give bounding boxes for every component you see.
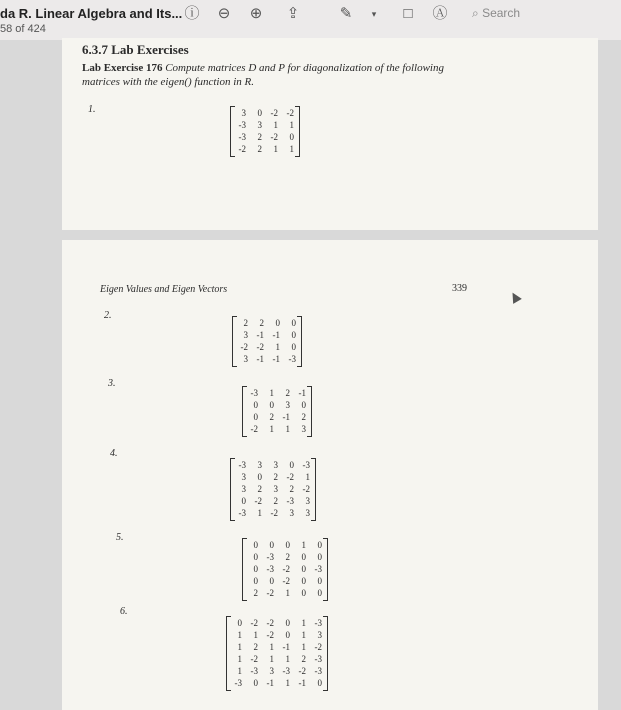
- matrix-cell: 0: [317, 678, 322, 688]
- matrix-cell: 1: [305, 472, 310, 482]
- matrix-cell: 3: [269, 666, 274, 676]
- matrix-cell: -1: [272, 354, 280, 364]
- item-number: 1.: [88, 104, 96, 115]
- matrix-cell: 0: [317, 576, 322, 586]
- matrix-cell: 1: [273, 144, 278, 154]
- matrix-cell: 3: [305, 508, 310, 518]
- matrix-cell: 1: [301, 630, 306, 640]
- matrix-cell: -1: [272, 330, 280, 340]
- matrix-cell: 1: [289, 144, 294, 154]
- matrix-cell: 0: [269, 576, 274, 586]
- section-title: 6.3.7 Lab Exercises: [82, 42, 189, 57]
- matrix-cell: -2: [282, 564, 290, 574]
- matrix-cell: 3: [241, 108, 246, 118]
- running-header: Eigen Values and Eigen Vectors: [100, 284, 228, 295]
- matrix-cell: -3: [314, 654, 322, 664]
- toolbar: [0, 0, 621, 40]
- search-icon: ⌕: [472, 6, 479, 20]
- matrix-cell: -2: [266, 630, 274, 640]
- matrix-cell: 1: [285, 588, 290, 598]
- matrix-cell: 2: [253, 642, 258, 652]
- matrix-cell: 1: [253, 630, 258, 640]
- matrix-cell: 1: [275, 342, 280, 352]
- matrix-cell: 2: [285, 552, 290, 562]
- matrix-cell: 0: [301, 564, 306, 574]
- matrix-cell: 0: [253, 552, 258, 562]
- matrix-cell: 0: [257, 108, 262, 118]
- matrix-cell: -3: [266, 564, 274, 574]
- matrix-cell: 3: [317, 630, 322, 640]
- matrix-cell: 0: [301, 588, 306, 598]
- matrix-cell: 0: [253, 400, 258, 410]
- matrix-cell: -2: [254, 496, 262, 506]
- matrix-cell: -3: [250, 388, 258, 398]
- matrix-cell: 0: [285, 540, 290, 550]
- pdf-page: [62, 38, 598, 230]
- matrix-cell: 2: [257, 484, 262, 494]
- matrix-cell: 3: [243, 330, 248, 340]
- matrix-cell: -3: [238, 460, 246, 470]
- matrix-cell: 0: [253, 412, 258, 422]
- matrix-cell: 0: [237, 618, 242, 628]
- matrix-cell: 0: [241, 496, 246, 506]
- matrix-cell: 1: [285, 424, 290, 434]
- matrix-cell: 3: [241, 484, 246, 494]
- matrix-cell: -2: [250, 618, 258, 628]
- matrix-cell: 2: [301, 654, 306, 664]
- matrix-cell: -3: [314, 666, 322, 676]
- matrix-cell: -2: [250, 424, 258, 434]
- matrix-cell: -3: [238, 132, 246, 142]
- matrix-cell: 0: [275, 318, 280, 328]
- matrix-cell: 0: [301, 576, 306, 586]
- matrix-cell: 3: [241, 472, 246, 482]
- matrix-cell: -1: [266, 678, 274, 688]
- matrix-cell: 2: [269, 412, 274, 422]
- document-title: da R. Linear Algebra and Its...: [0, 6, 183, 21]
- matrix-cell: -2: [270, 508, 278, 518]
- matrix-cell: -3: [282, 666, 290, 676]
- matrix-cell: -2: [256, 342, 264, 352]
- annotate-icon[interactable]: Ⓐ: [432, 5, 448, 22]
- matrix-cell: -2: [266, 588, 274, 598]
- matrix-cell: 1: [257, 508, 262, 518]
- matrix: [230, 458, 316, 521]
- matrix-cell: 0: [257, 472, 262, 482]
- matrix-cell: 0: [285, 618, 290, 628]
- item-number: 5.: [116, 532, 124, 543]
- matrix-cell: 0: [301, 552, 306, 562]
- matrix-cell: 1: [237, 666, 242, 676]
- matrix-cell: 0: [291, 318, 296, 328]
- matrix-cell: 2: [285, 388, 290, 398]
- matrix-cell: 1: [269, 424, 274, 434]
- matrix-cell: 1: [285, 678, 290, 688]
- matrix-cell: -1: [282, 642, 290, 652]
- chevron-down-icon[interactable]: ▾: [371, 9, 377, 19]
- matrix-cell: 3: [289, 508, 294, 518]
- matrix-cell: -2: [302, 484, 310, 494]
- matrix-cell: 2: [253, 588, 258, 598]
- matrix-cell: 0: [291, 330, 296, 340]
- matrix-cell: -1: [256, 330, 264, 340]
- matrix-cell: 3: [273, 460, 278, 470]
- matrix-cell: 0: [317, 552, 322, 562]
- matrix-cell: 1: [273, 120, 278, 130]
- matrix-cell: 3: [257, 460, 262, 470]
- matrix: [242, 386, 312, 437]
- item-number: 3.: [108, 378, 116, 389]
- matrix-cell: -3: [302, 460, 310, 470]
- matrix-cell: 1: [269, 654, 274, 664]
- matrix-cell: -2: [238, 144, 246, 154]
- share-icon[interactable]: ⇪: [286, 5, 300, 22]
- matrix-cell: -3: [314, 618, 322, 628]
- matrix: [226, 616, 328, 691]
- matrix-cell: 1: [269, 642, 274, 652]
- matrix-cell: -3: [234, 678, 242, 688]
- matrix-cell: 2: [301, 412, 306, 422]
- matrix-cell: 1: [289, 120, 294, 130]
- matrix-cell: -2: [240, 342, 248, 352]
- search-field[interactable]: [472, 4, 562, 22]
- matrix-cell: -2: [270, 108, 278, 118]
- matrix-cell: -1: [298, 388, 306, 398]
- matrix-cell: 2: [273, 472, 278, 482]
- matrix-cell: 0: [301, 400, 306, 410]
- matrix-cell: -3: [250, 666, 258, 676]
- matrix-cell: 3: [285, 400, 290, 410]
- exercise-label: Lab Exercise 176: [82, 62, 163, 74]
- matrix-cell: 0: [253, 540, 258, 550]
- matrix-cell: 1: [237, 642, 242, 652]
- matrix-cell: 1: [269, 388, 274, 398]
- matrix: [230, 106, 300, 157]
- matrix-cell: 0: [253, 678, 258, 688]
- matrix-cell: -1: [298, 678, 306, 688]
- matrix-cell: 0: [285, 630, 290, 640]
- zoom-out-icon[interactable]: ⊖: [217, 5, 231, 22]
- exercise-body: Compute matrices D and P for diagonalization of the following matrices with the eigen() function in R.: [82, 62, 444, 88]
- matrix-cell: -3: [266, 552, 274, 562]
- matrix-cell: 0: [317, 588, 322, 598]
- matrix-cell: -1: [256, 354, 264, 364]
- matrix: [232, 316, 302, 367]
- matrix-cell: 1: [285, 654, 290, 664]
- matrix-cell: -2: [266, 618, 274, 628]
- matrix-cell: 0: [253, 576, 258, 586]
- matrix-cell: 1: [301, 618, 306, 628]
- matrix-cell: 2: [243, 318, 248, 328]
- matrix-cell: 0: [317, 540, 322, 550]
- markup-icon[interactable]: ✎: [339, 5, 353, 22]
- item-number: 4.: [110, 448, 118, 459]
- item-number: 2.: [104, 310, 112, 321]
- matrix-cell: 1: [301, 540, 306, 550]
- matrix-cell: -3: [238, 120, 246, 130]
- matrix-cell: -2: [314, 642, 322, 652]
- matrix-cell: -2: [286, 108, 294, 118]
- matrix-cell: -2: [298, 666, 306, 676]
- item-number: 6.: [120, 606, 128, 617]
- matrix-cell: 0: [269, 400, 274, 410]
- page-count: 58 of 424: [0, 23, 46, 35]
- matrix-cell: -1: [282, 412, 290, 422]
- matrix-cell: 2: [257, 144, 262, 154]
- matrix-cell: 0: [253, 564, 258, 574]
- matrix-cell: -3: [286, 496, 294, 506]
- matrix-cell: 0: [289, 460, 294, 470]
- matrix-cell: 2: [257, 132, 262, 142]
- matrix-cell: 1: [237, 654, 242, 664]
- matrix-cell: 1: [237, 630, 242, 640]
- matrix-cell: 2: [273, 496, 278, 506]
- matrix-cell: 3: [273, 484, 278, 494]
- matrix-cell: -2: [270, 132, 278, 142]
- matrix-cell: 1: [301, 642, 306, 652]
- matrix-cell: -2: [250, 654, 258, 664]
- matrix-cell: -2: [286, 472, 294, 482]
- page-number: 339: [452, 283, 467, 294]
- exercise-text: [82, 61, 482, 89]
- zoom-in-icon[interactable]: ⊕: [249, 5, 263, 22]
- matrix-cell: 2: [259, 318, 264, 328]
- search-placeholder: Search: [482, 6, 521, 20]
- matrix-cell: 3: [305, 496, 310, 506]
- matrix-cell: 3: [301, 424, 306, 434]
- window-icon[interactable]: □: [403, 5, 413, 22]
- matrix-cell: -3: [314, 564, 322, 574]
- pdf-page: [62, 240, 598, 710]
- matrix-cell: -3: [238, 508, 246, 518]
- info-icon[interactable]: ⓘ: [184, 5, 200, 22]
- matrix-cell: -2: [282, 576, 290, 586]
- matrix-cell: 0: [269, 540, 274, 550]
- matrix-cell: 3: [257, 120, 262, 130]
- matrix-cell: 3: [243, 354, 248, 364]
- matrix-cell: 0: [291, 342, 296, 352]
- matrix-cell: -3: [288, 354, 296, 364]
- page-gap: [62, 230, 598, 240]
- matrix-cell: 2: [289, 484, 294, 494]
- matrix-cell: 0: [289, 132, 294, 142]
- matrix: [242, 538, 328, 601]
